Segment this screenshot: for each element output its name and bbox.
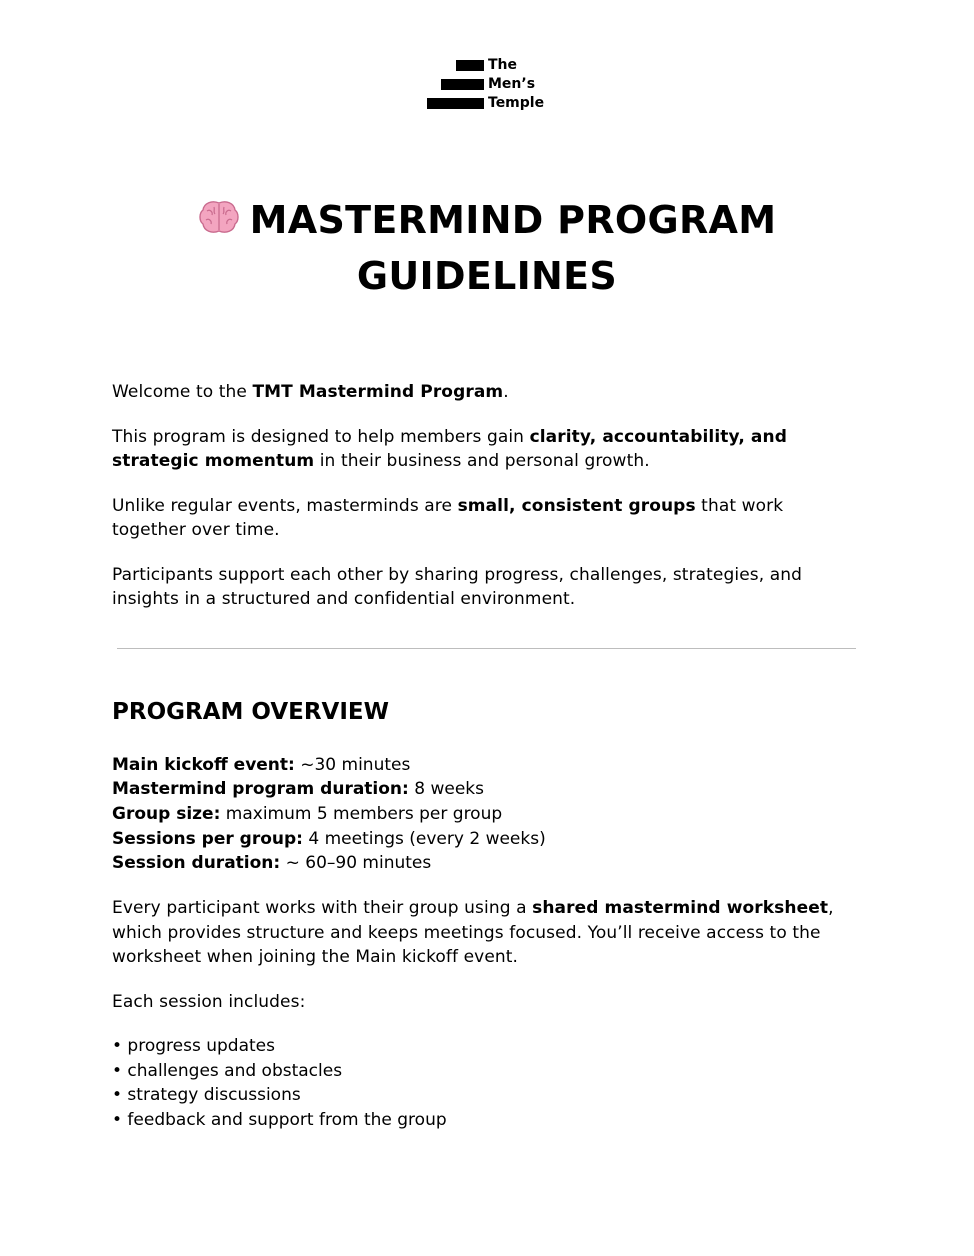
- overview-item: Group size: maximum 5 members per group: [112, 803, 503, 824]
- overview-list: [112, 753, 862, 877]
- logo-bar: [456, 60, 484, 71]
- document-body: [112, 380, 862, 1133]
- title-line: GUIDELINES: [356, 254, 618, 298]
- session-intro: Each session includes:: [112, 991, 306, 1012]
- brand-logo: [426, 56, 556, 114]
- logo-text-line: Temple: [488, 95, 545, 111]
- logo-bar: [427, 98, 484, 109]
- intro-paragraph: Welcome to the TMT Mastermind Program.: [112, 382, 509, 402]
- title-line: MASTERMIND PROGRAM: [249, 198, 777, 242]
- overview-item: Main kickoff event: ~30 minutes: [112, 754, 411, 775]
- section-divider: [117, 648, 856, 649]
- session-list: [112, 1034, 862, 1133]
- list-item: • progress updates: [112, 1036, 275, 1057]
- logo-bar: [441, 79, 484, 90]
- logo-text-line: Men’s: [488, 76, 536, 92]
- list-item: • strategy discussions: [112, 1085, 301, 1106]
- overview-item: Session duration: ~ 60–90 minutes: [112, 853, 432, 874]
- intro-paragraph: Unlike regular events, masterminds are small, consistent groups that work together over time.: [112, 495, 784, 540]
- overview-item: Mastermind program duration: 8 weeks: [112, 779, 484, 800]
- list-item: • feedback and support from the group: [112, 1110, 447, 1131]
- list-item: • challenges and obstacles: [112, 1060, 343, 1081]
- intro-paragraph: This program is designed to help members gain clarity, accountability, and strategic momentum in their business and personal growth.: [112, 426, 787, 471]
- brain-icon: [198, 199, 240, 235]
- page-title: [112, 192, 862, 304]
- logo-text-line: The: [488, 57, 518, 73]
- intro-paragraph: Participants support each other by sharing progress, challenges, strategies, and insights in a structured and confidential environment.: [112, 564, 803, 609]
- overview-item: Sessions per group: 4 meetings (every 2 weeks): [112, 828, 546, 849]
- section-heading: PROGRAM OVERVIEW: [112, 698, 389, 725]
- worksheet-paragraph: Every participant works with their group using a shared mastermind worksheet, which provides structure and keeps meetings focused. You’ll receive access to the worksheet when joining the Main kickoff event.: [112, 898, 834, 968]
